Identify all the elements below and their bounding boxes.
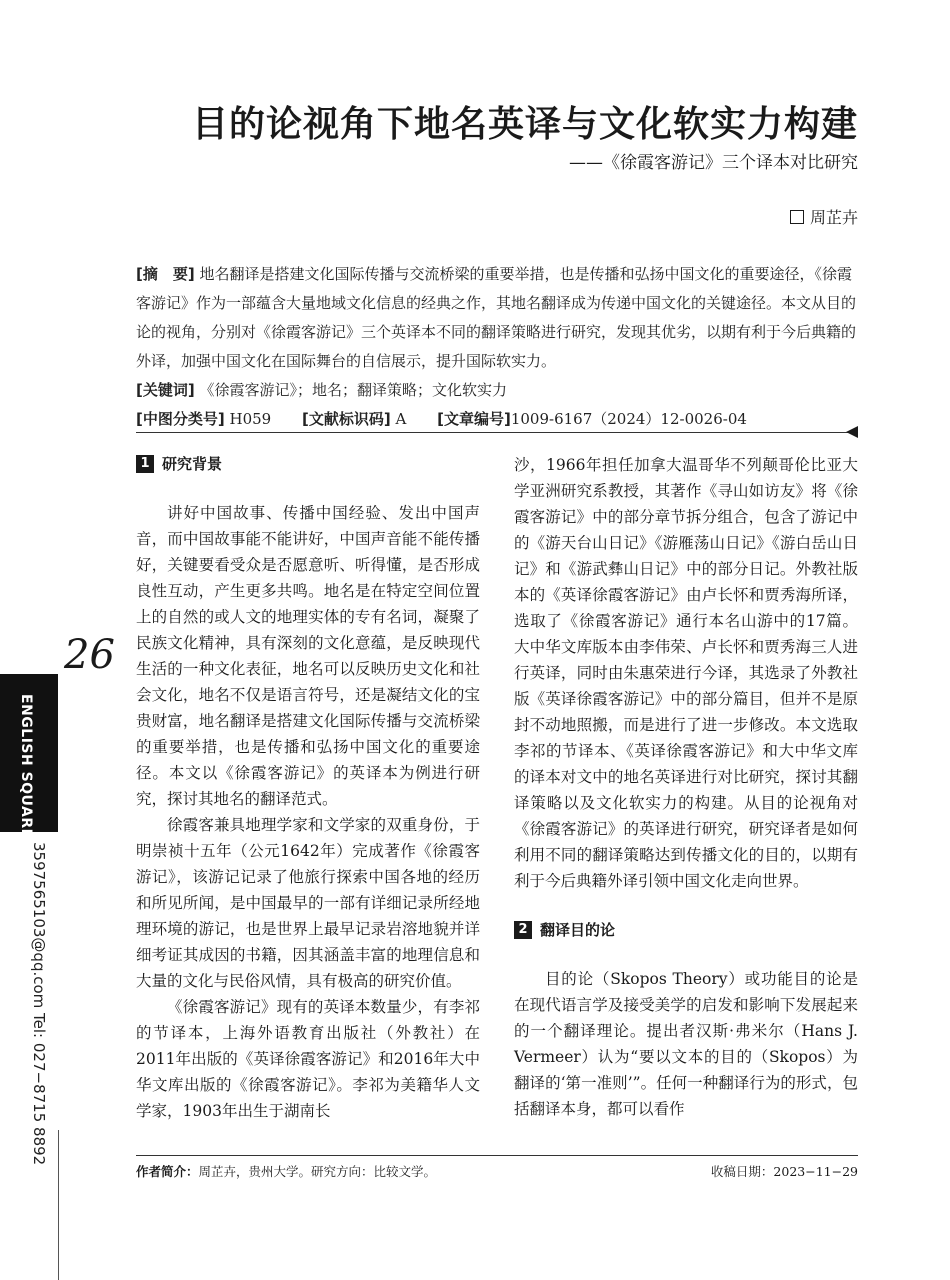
section-title-1: 研究背景 bbox=[162, 455, 223, 473]
abstract-block bbox=[136, 260, 858, 434]
author-name: 周芷卉 bbox=[809, 208, 858, 227]
section-title-2: 翻译目的论 bbox=[540, 921, 616, 939]
header-divider bbox=[136, 432, 850, 433]
footer-divider bbox=[136, 1155, 858, 1156]
received-date: 收稿日期：2023−11−29 bbox=[710, 1164, 858, 1179]
article-subtitle: ——《徐霞客游记》三个译本对比研究 bbox=[569, 153, 858, 173]
body-paragraph: 《徐霞客游记》现有的英译本数量少，有李祁的节译本，上海外语教育出版社（外教社）在2011年出版的《英译徐霞客游记》和2016年大中华文库出版的《徐霞客游记》。李祁为美籍华人文学家，1903年出生于湖南长 bbox=[136, 998, 480, 1120]
body-paragraph: 徐霞客兼具地理学家和文学家的双重身份，于明崇祯十五年（公元1642年）完成著作《徐霞客游记》，该游记记录了他旅行探索中国各地的经历和所见所闻，是中国最早的一部有详细记录所经地理环境的游记，也是世界上最早记录岩溶地貌并详细考证其成因的书籍，因其涵盖丰富的地理信息和大量的文化与民俗风情，具有极高的研究价值。 bbox=[136, 816, 480, 990]
doc-code-value: A bbox=[395, 410, 407, 428]
keywords-label: [关键词] bbox=[136, 381, 195, 399]
abstract-text: 地名翻译是搭建文化国际传播与交流桥梁的重要举措，也是传播和弘扬中国文化的重要途径，《徐霞客游记》作为一部蕴含大量地域文化信息的经典之作，其地名翻译成为传递中国文化的关键途径。本文从目的论的视角，分别对《徐霞客游记》三个英译本不同的翻译策略进行研究，发现其优劣，以期有利于今后典籍的外译，加强中国文化在国际舞台的自信展示，提升国际软实力。 bbox=[136, 265, 857, 370]
section-number-2: 2 bbox=[514, 921, 532, 939]
section-number-1: 1 bbox=[136, 455, 154, 473]
right-column bbox=[514, 452, 858, 1122]
margin-rule bbox=[58, 1130, 59, 1280]
doc-code-label: [文献标识码] bbox=[302, 410, 391, 428]
body-paragraph-continued: 沙，1966年担任加拿大温哥华不列颠哥伦比亚大学亚洲研究系教授，其著作《寻山如访友》将《徐霞客游记》中的部分章节拆分组合，包含了游记中的《游天台山日记》《游雁荡山日记》《游白岳山日记》和《游武彝山日记》中的部分日记。外教社版本的《英译徐霞客游记》由卢长怀和贾秀海所译，选取了《徐霞客游记》通行本名山游中的17篇。大中华文库版本由李伟荣、卢长怀和贾秀海三人进行英译，同时由朱惠荣进行今译，其选录了外教社版《英译徐霞客游记》中的部分篇目，但并不是原封不动地照搬，而是进行了进一步修改。本文选取李祁的节译本、《英译徐霞客游记》和大中华文库的译本对文中的地名英译进行对比研究，探讨其翻译策略以及文化软实力的构建。从目的论视角对《徐霞客游记》的英译进行研究，研究译者是如何利用不同的翻译策略达到传播文化的目的，以期有利于今后典籍外译引领中国文化走向世界。 bbox=[514, 456, 858, 890]
footer bbox=[136, 1162, 858, 1180]
page-number: 26 bbox=[64, 632, 115, 678]
journal-name: ENGLISH SQUARE bbox=[18, 694, 34, 839]
section-heading-2 bbox=[514, 918, 858, 942]
divider-arrow-icon bbox=[846, 426, 858, 438]
article-number-value: 1009-6167（2024）12-0026-04 bbox=[510, 410, 747, 428]
abstract-paragraph bbox=[136, 260, 858, 376]
author-bio-label: 作者简介： bbox=[136, 1164, 199, 1179]
clc-value: H059 bbox=[229, 410, 272, 428]
author-bio-text: 周芷卉，贵州大学。研究方向：比较文学。 bbox=[198, 1164, 437, 1179]
contact-info: 3597565103@qq.com Tel: 027−8715 8892 bbox=[30, 842, 48, 1166]
abstract-label: [摘 要] bbox=[136, 265, 195, 283]
body-paragraph: 讲好中国故事、传播中国经验、发出中国声音，而中国故事能不能讲好，中国声音能不能传播好，关键要看受众是否愿意听、听得懂，是否形成良性互动，产生更多共鸣。地名是在特定空间位置上的自然的或人文的地理实体的专有名词，凝聚了民族文化精神，具有深刻的文化意蕴，是反映现代生活的一种文化表征，地名可以反映历史文化和社会文化，地名不仅是语言符号，还是凝结文化的宝贵财富，地名翻译是搭建文化国际传播与交流桥梁的重要举措，也是传播和弘扬中国文化的重要途径。本文以《徐霞客游记》的英译本为例进行研究，探讨其地名的翻译范式。 bbox=[136, 504, 480, 808]
classification-line bbox=[136, 405, 858, 434]
keywords-line bbox=[136, 376, 858, 405]
article-title: 目的论视角下地名英译与文化软实力构建 bbox=[191, 104, 858, 145]
author-bio bbox=[136, 1162, 436, 1180]
section-heading-1 bbox=[136, 452, 480, 476]
article-number-label: [文章编号] bbox=[437, 410, 511, 428]
left-column bbox=[136, 452, 480, 1124]
body-paragraph: 目的论（Skopos Theory）或功能目的论是在现代语言学及接受美学的启发和影响下发展起来的一个翻译理论。提出者汉斯·弗米尔（Hans J. Vermeer）认为“要以文本的目的（Skopos）为翻译的‘第一准则’”。任何一种翻译行为的形式，包括翻译本身，都可以看作 bbox=[514, 970, 858, 1118]
author-line bbox=[790, 205, 858, 228]
square-bullet-icon bbox=[790, 210, 804, 224]
clc-label: [中图分类号] bbox=[136, 410, 225, 428]
keywords-text: 《徐霞客游记》；地名；翻译策略；文化软实力 bbox=[199, 381, 508, 399]
